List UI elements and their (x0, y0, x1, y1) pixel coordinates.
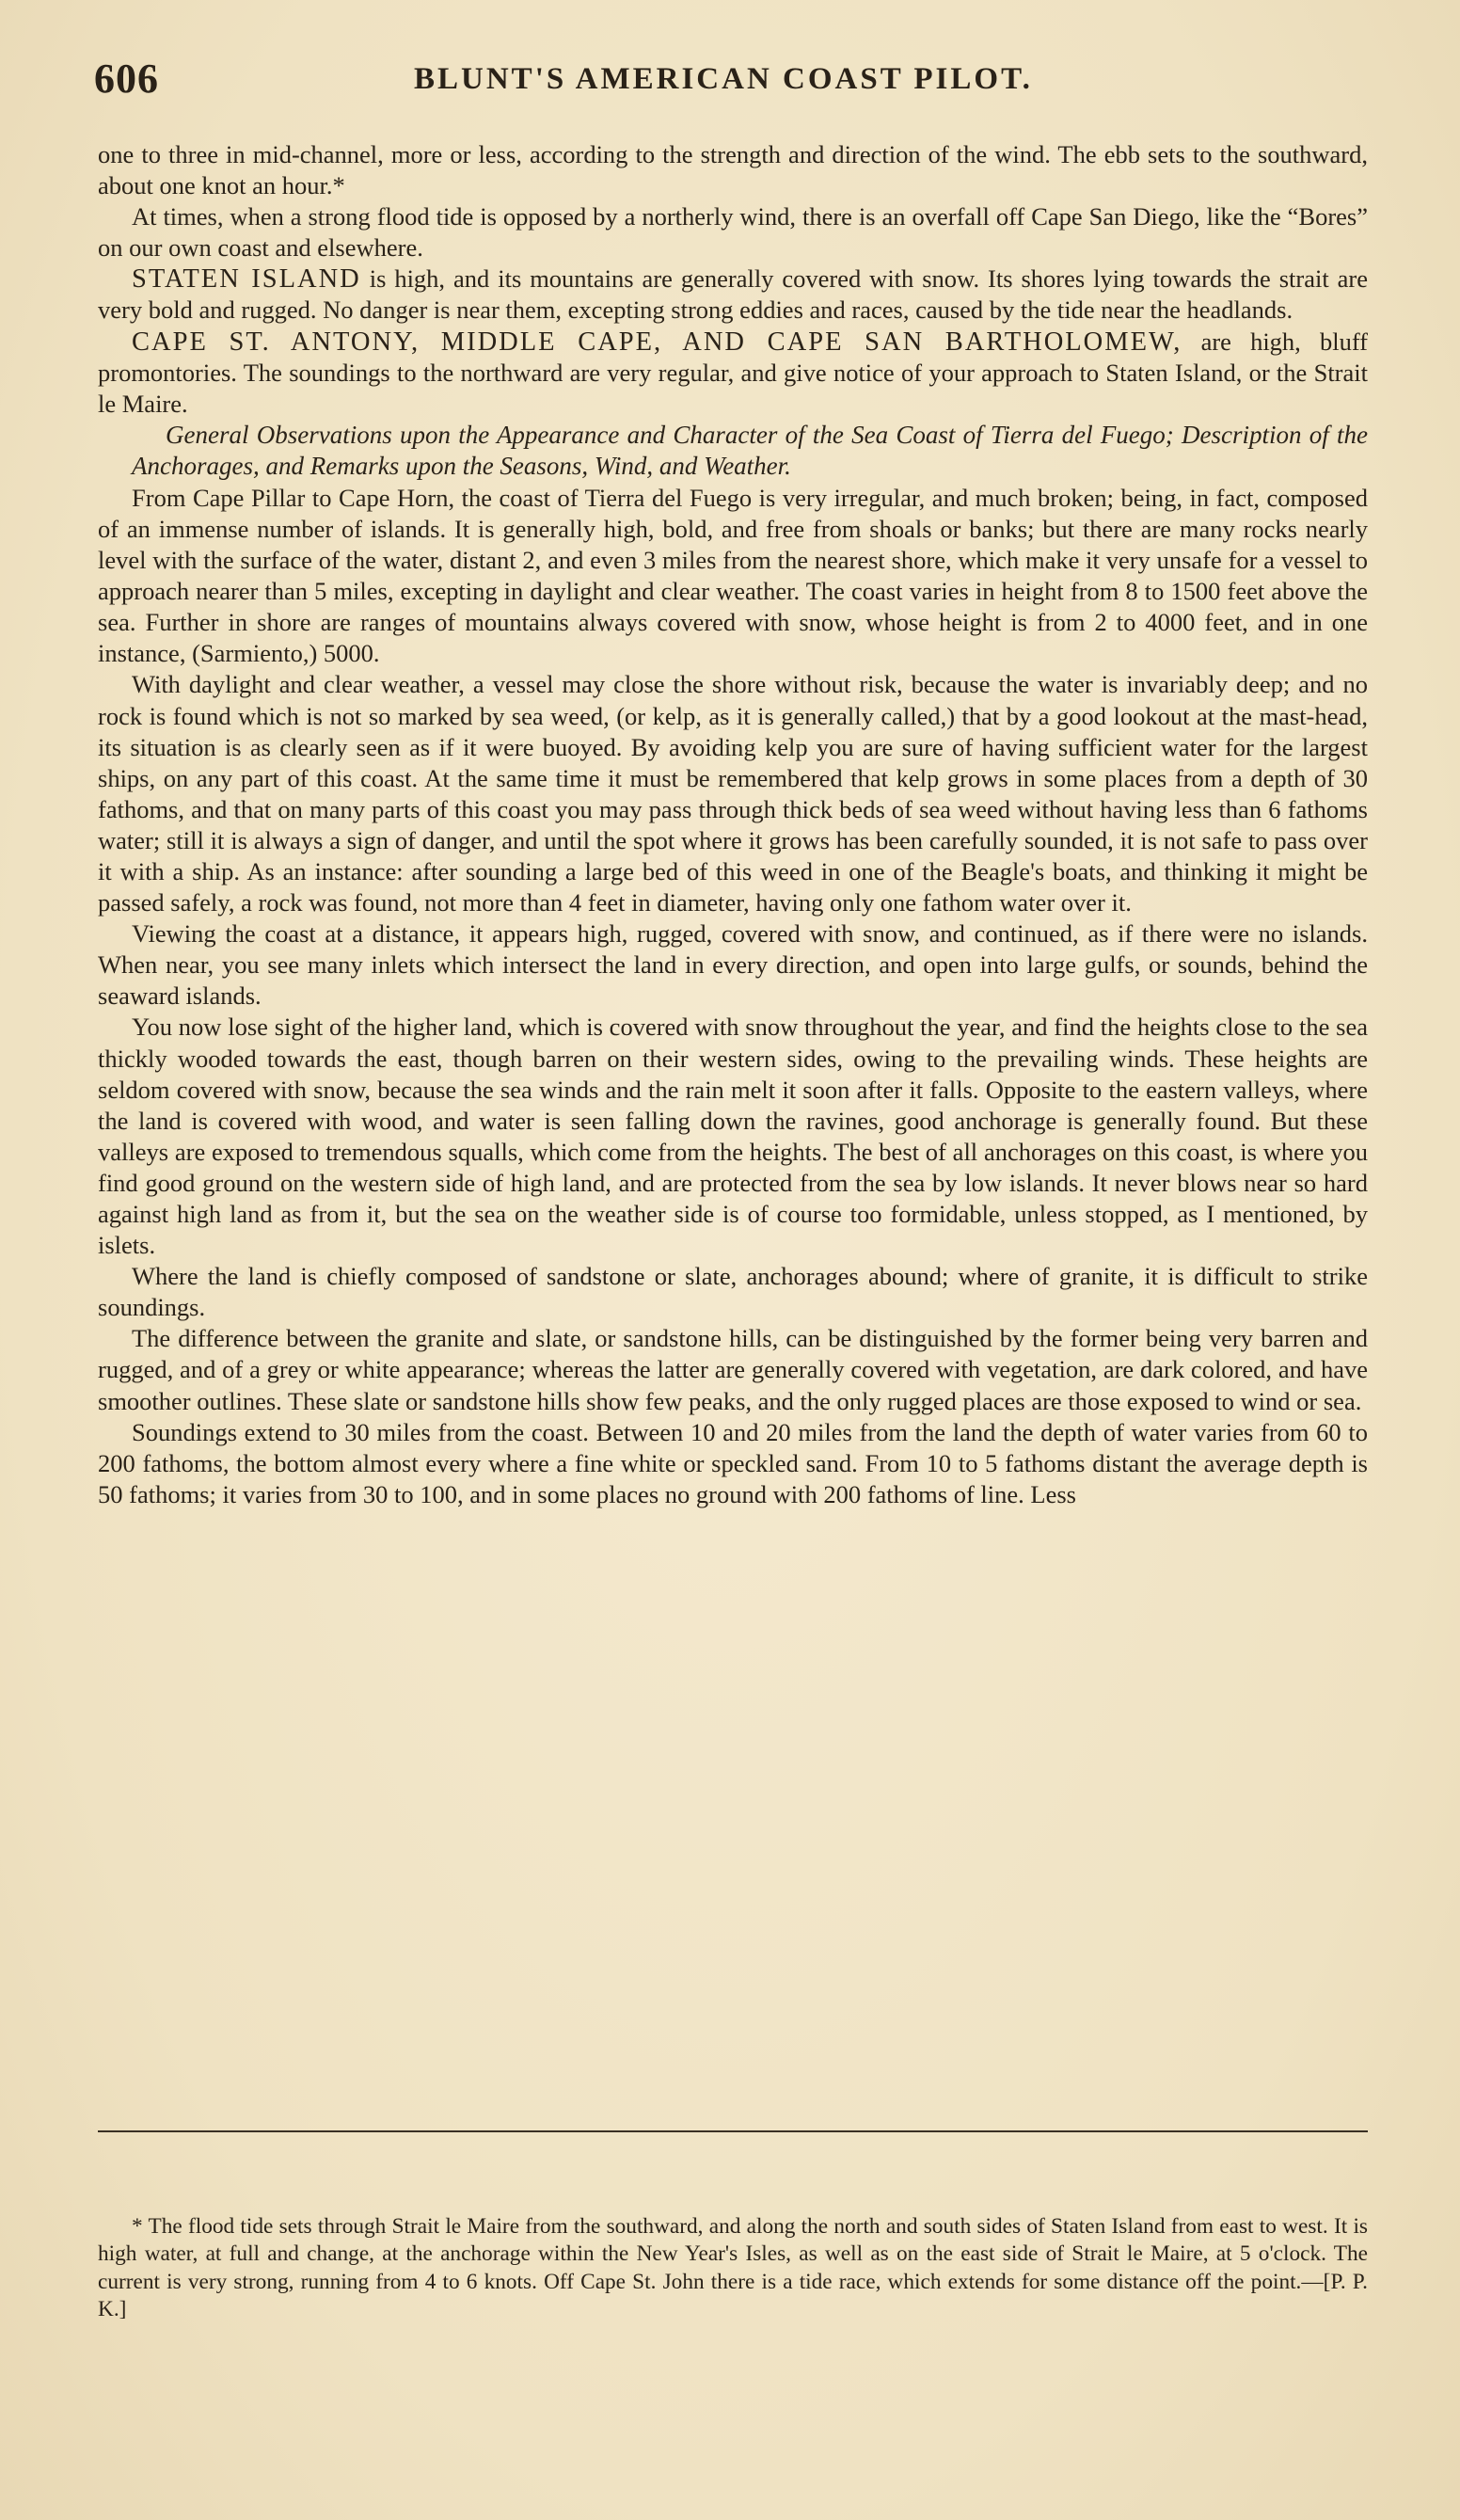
paragraph: Where the land is chiefly composed of sandstone or slate, anchorages abound; where of granite, it is difficult to strike soundings. (98, 1262, 1368, 1322)
paragraph: With daylight and clear weather, a vessel may close the shore without risk, because the water is invariably deep; and no rock is found which is not so marked by sea weed, (or kelp, as it is generally called,) that by a good lookout at the mast-head, its situation is as clearly seen as if it were buoyed. By avoiding kelp you are sure of having sufficient water for the largest ships, on any part of this coast. At the same time it must be remembered that kelp grows in some places from a depth of 30 fathoms, and that on many parts of this coast you may pass through thick beds of sea weed without having less than 6 fathoms water; still it is always a sign of danger, and until the spot where it grows has been carefully sounded, it is not safe to pass over it with a ship. As an instance: after sounding a large bed of this weed in one of the Beagle's boats, and thinking it might be passed safely, a rock was found, not more than 4 feet in diameter, having only one fathom water over it. (98, 670, 1368, 917)
footnote-text: * The flood tide sets through Strait le Maire from the southward, and along the north and south sides of Staten Island from east to west. It is high water, at full and change, at the anchorage within the New Year's Isles, as well as on the east side of Strait le Maire, at 5 o'clock. The current is very strong, running from 4 to 6 knots. Off Cape St. John there is a tide race, which extends for some distance off the point.—[P. P. K.] (98, 2214, 1368, 2321)
footnote-divider (98, 2130, 1368, 2132)
running-head: BLUNT'S AMERICAN COAST PILOT. (414, 62, 1033, 96)
lead-in-capes: CAPE ST. ANTONY, MIDDLE CAPE, AND CAPE SAN BARTHOLOMEW, (132, 327, 1182, 357)
page-header (94, 55, 1383, 111)
paragraph: Soundings extend to 30 miles from the coast. Between 10 and 20 miles from the land the depth of water varies from 60 to 200 fathoms, the bottom almost every where a fine white or speckled sand. From 10 to 5 fathoms distant the average depth is 50 fathoms; it varies from 30 to 100, and in some places no ground with 200 fathoms of line. Less (98, 1417, 1368, 1508)
paragraph: Viewing the coast at a distance, it appears high, rugged, covered with snow, and continued, as if there were no islands. When near, you see many inlets which intersect the land in every direction, and open into large gulfs, or sounds, behind the seaward islands. (98, 919, 1368, 1011)
main-text (98, 139, 1368, 1510)
paragraph-body: is high, and its mountains are generally covered with snow. Its shores lying towards the strait are very bold and rugged. No danger is near them, excepting strong eddies and races, caused by the tide near the headlands. (98, 264, 1369, 325)
paragraph: From Cape Pillar to Cape Horn, the coast of Tierra del Fuego is very irregular, and much broken; being, in fact, composed of an immense number of islands. It is generally high, bold, and free from shoals or banks; but there are many rocks nearly level with the surface of the water, distant 2, and even 3 miles from the nearest shore, which make it very unsafe for a vessel to approach nearer than 5 miles, excepting in daylight and clear weather. The coast varies in height from 8 to 1500 feet above the sea. Further in shore are ranges of mountains always covered with snow, whose height is from 2 to 4000 feet, and in one instance, (Sarmiento,) 5000. (98, 483, 1368, 668)
section-heading: General Observations upon the Appearance and Character of the Sea Coast of Tierra del Fuego; Description of the Anchorages, and Remarks upon the Seasons, Wind, and Weather. (132, 420, 1368, 481)
paragraph: You now lose sight of the higher land, which is covered with snow throughout the year, and find the heights close to the sea thickly wooded towards the east, though barren on their western sides, owing to the prevailing winds. These heights are seldom covered with snow, because the sea winds and the rain melt it soon after it falls. Opposite to the eastern valleys, where the land is covered with wood, and water is seen falling down the ravines, good anchorage is generally found. But these valleys are exposed to tremendous squalls, which come from the heights. The best of all anchorages on this coast, is where you find good ground on the western side of high land, and are protected from the sea by low islands. It never blows near so hard against high land as from it, but the sea on the weather side is of course too formidable, unless stopped, as I mentioned, by islets. (98, 1013, 1368, 1260)
paragraph: The difference between the granite and slate, or sandstone hills, can be distinguished by the former being very barren and rugged, and of a grey or white appearance; whereas the latter are generally covered with vegetation, are dark colored, and have smoother outlines. These slate or sandstone hills show few peaks, and the only rugged places are those exposed to wind or sea. (98, 1324, 1368, 1415)
page-number: 606 (94, 56, 159, 102)
footnote (98, 2213, 1368, 2323)
paragraph: one to three in mid-channel, more or less, according to the strength and direction of the wind. The ebb sets to the southward, about one knot an hour.* (98, 140, 1368, 200)
paragraph-capes (98, 327, 1368, 420)
paragraph: At times, when a strong flood tide is opposed by a northerly wind, there is an overfall off Cape San Diego, like the “Bores” on our own coast and elsewhere. (98, 202, 1368, 263)
paragraph-staten-island (98, 263, 1368, 326)
lead-in-staten-island: STATEN ISLAND (132, 264, 361, 295)
paragraph-body: are high, bluff promontories. The soundings to the northward are very regular, and give notice of your approach to Staten Island, or the Strait le Maire. (98, 327, 1368, 418)
